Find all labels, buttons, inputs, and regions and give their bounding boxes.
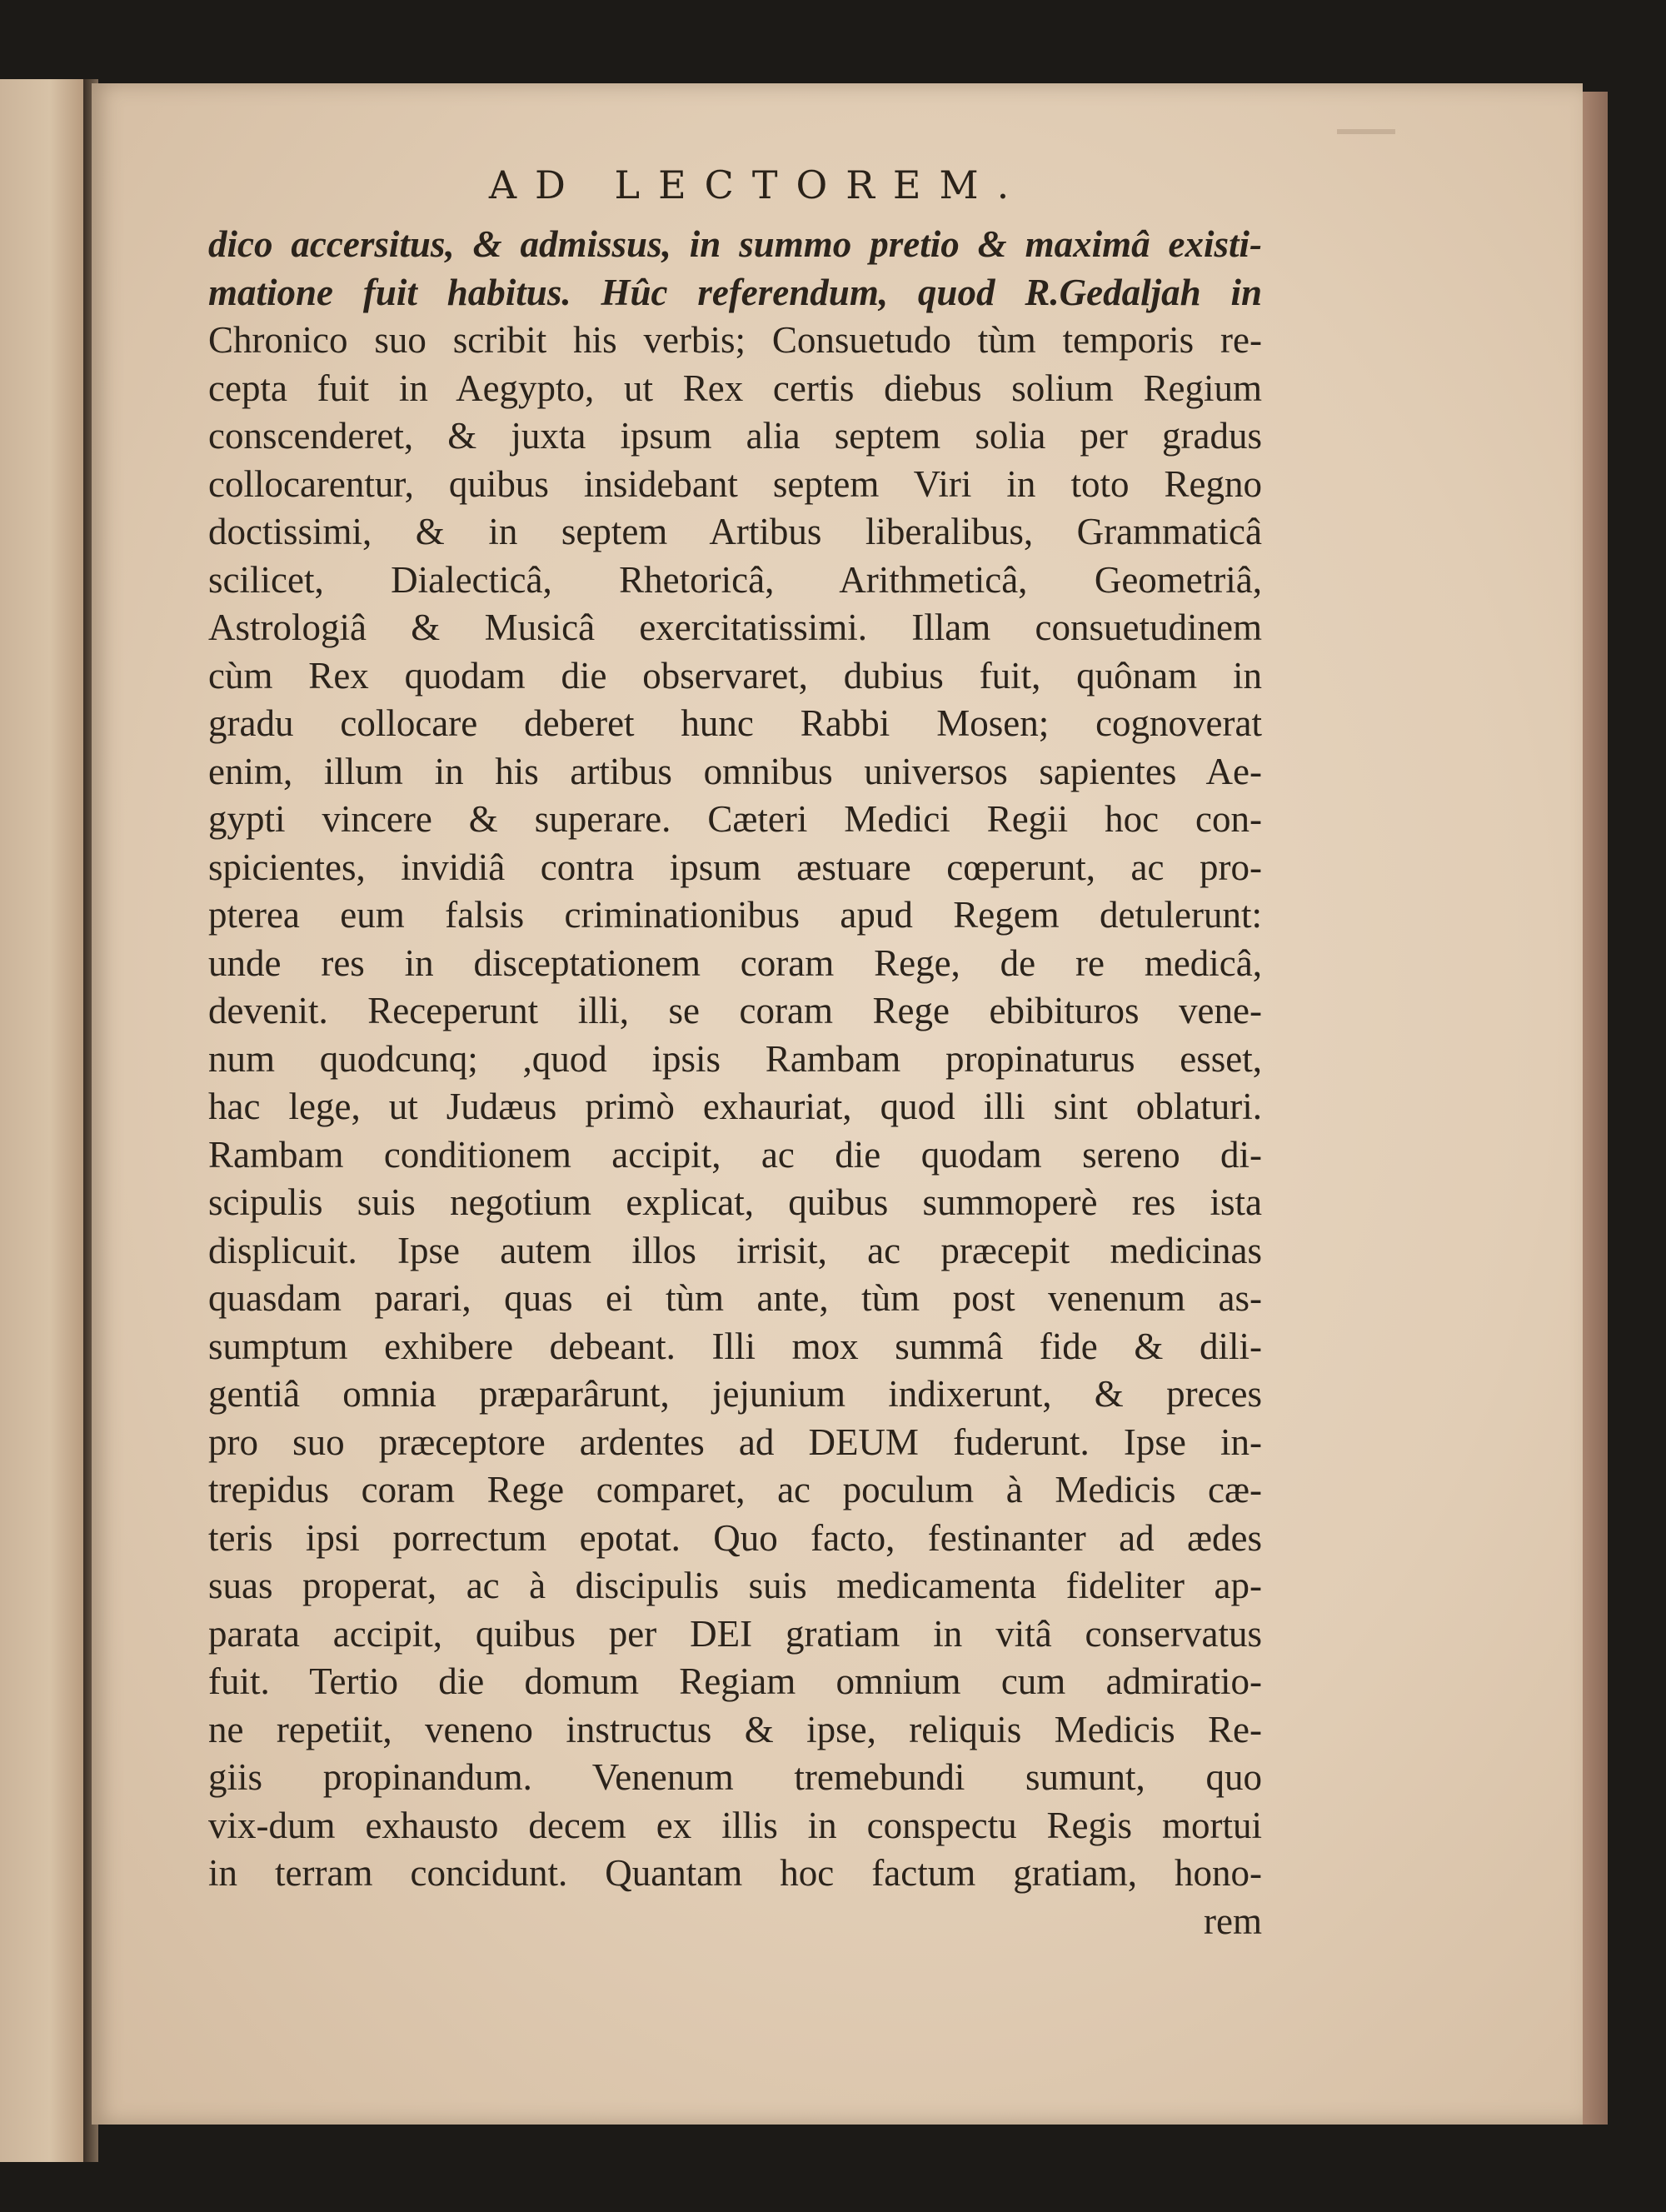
text-line: parata accipit, quibus per DEI gratiam in vitâ conservatus — [208, 1612, 1262, 1655]
text-line: doctissimi, & in septem Artibus liberalibus, Grammaticâ — [208, 511, 1262, 552]
text-line: giis propinandum. Venenum tremebundi sumunt, quo — [208, 1756, 1262, 1798]
text-line: cùm Rex quodam die observaret, dubius fuit, quônam in — [208, 654, 1262, 697]
text-line: unde res in disceptationem coram Rege, de re medicâ, — [208, 941, 1262, 984]
text-line: hac lege, ut Judæus primò exhauriat, quod illi sint oblaturi. — [208, 1086, 1262, 1127]
text-line: dico accersitus, & admissus, in summo pretio & maximâ existi- — [208, 223, 1262, 265]
text-line: enim, illum in his artibus omnibus universos sapientes Ae- — [208, 750, 1262, 792]
text-line: teris ipsi porrectum epotat. Quo facto, festinanter ad ædes — [208, 1516, 1262, 1559]
text-line: devenit. Receperunt illi, se coram Rege ebibituros vene- — [208, 990, 1262, 1031]
text-line: spicientes, invidiâ contra ipsum æstuare cœperunt, ac pro- — [208, 846, 1262, 888]
text-line: fuit. Tertio die domum Regiam omnium cum admiratio- — [208, 1660, 1262, 1702]
text-line: gypti vincere & superare. Cæteri Medici Regii hoc con- — [208, 798, 1262, 840]
text-line: displicuit. Ipse autem illos irrisit, ac præcepit medicinas — [208, 1229, 1262, 1271]
text-line: num quodcunq; ,quod ipsis Rambam propinaturus esset, — [208, 1037, 1262, 1080]
text-line: matione fuit habitus. Hûc referendum, quod R.Gedaljah in — [208, 271, 1262, 313]
body-text — [208, 221, 1262, 1945]
text-line: Astrologiâ & Musicâ exercitatissimi. Illam consuetudinem — [208, 607, 1262, 648]
text-line: gentiâ omnia præparârunt, jejunium indixerunt, & preces — [208, 1373, 1262, 1415]
text-line: sumptum exhibere debeant. Illi mox summâ fide & dili- — [208, 1325, 1262, 1367]
text-line: in terram concidunt. Quantam hoc factum gratiam, hono- — [208, 1852, 1262, 1894]
text-line: pro suo præceptore ardentes ad DEUM fuderunt. Ipse in- — [208, 1421, 1262, 1463]
paper-mark — [1337, 129, 1395, 134]
text-line: scilicet, Dialecticâ, Rhetoricâ, Arithmeticâ, Geometriâ, — [208, 558, 1262, 601]
text-line: Rambam conditionem accipit, ac die quodam sereno di- — [208, 1133, 1262, 1176]
text-line: vix-dum exhausto decem ex illis in conspectu Regis mortui — [208, 1804, 1262, 1846]
text-line: gradu collocare deberet hunc Rabbi Mosen; cognoverat — [208, 702, 1262, 744]
text-line: trepidus coram Rege comparet, ac poculum à Medicis cæ- — [208, 1469, 1262, 1510]
text-line: pterea eum falsis criminationibus apud Regem detulerunt: — [208, 894, 1262, 936]
text-line: cepta fuit in Aegypto, ut Rex certis diebus solium Regium — [208, 367, 1262, 409]
text-line: ne repetiit, veneno instructus & ipse, reliquis Medicis Re- — [208, 1708, 1262, 1750]
text-line: collocarentur, quibus insidebant septem Viri in toto Regno — [208, 462, 1262, 505]
text-line: conscenderet, & juxta ipsum alia septem solia per gradus — [208, 415, 1262, 457]
left-page-edge — [0, 79, 86, 2162]
text-line: quasdam parari, quas ei tùm ante, tùm post venenum as- — [208, 1277, 1262, 1319]
catchword: rem — [1204, 1900, 1262, 1942]
text-line: suas properat, ac à discipulis suis medicamenta fideliter ap- — [208, 1565, 1262, 1606]
text-line: Chronico suo scribit his verbis; Consuetudo tùm temporis re- — [208, 319, 1262, 361]
running-head: AD LECTOREM. — [488, 162, 1028, 207]
text-line: scipulis suis negotium explicat, quibus summoperè res ista — [208, 1181, 1262, 1223]
